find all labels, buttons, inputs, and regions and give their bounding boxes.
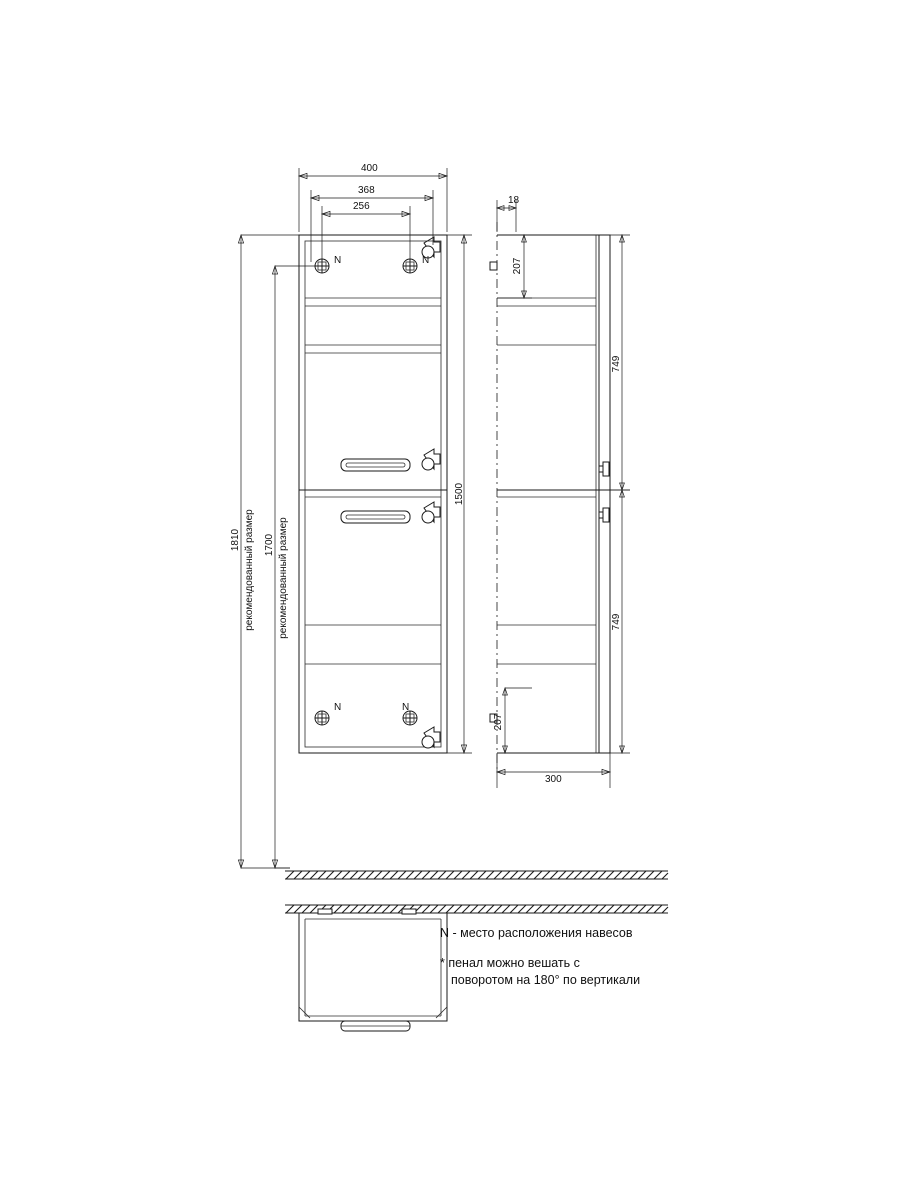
dim-label-256: 256	[353, 201, 370, 212]
note-rotation-line1: * пенал можно вешать с	[440, 956, 580, 970]
front-view-cabinet	[299, 235, 447, 753]
side-view-cabinet	[490, 222, 610, 772]
floor-hatch-upper	[285, 871, 668, 879]
dim-18	[497, 195, 520, 232]
dim-label-368: 368	[358, 185, 375, 196]
mount-point-top-right	[403, 259, 417, 273]
mount-letter-top-left: N	[334, 255, 342, 266]
dim-label-1500: 1500	[454, 482, 465, 506]
note-mount-legend: N - место расположения навесов	[440, 926, 633, 940]
dim-label-207-bottom: 207	[493, 713, 504, 731]
dim-label-749-upper: 749	[611, 355, 622, 373]
notes-block	[440, 925, 870, 989]
top-view-cabinet	[299, 909, 447, 1031]
dim-label-400: 400	[361, 163, 378, 174]
mount-letter-top-right: N	[422, 255, 430, 266]
dim-207-top	[497, 235, 532, 298]
mount-point-bottom-left	[315, 711, 329, 725]
dim-label-recommended-1: рекомендованный размер	[244, 509, 255, 631]
mount-letter-bottom-left: N	[334, 702, 342, 713]
dim-1500	[447, 235, 472, 753]
dim-749-upper	[610, 235, 630, 490]
wall-hatch-lower	[285, 905, 668, 913]
dim-300	[497, 753, 610, 788]
handle-upper	[341, 459, 410, 471]
dim-label-207-top: 207	[512, 257, 523, 275]
dim-label-300: 300	[545, 774, 562, 785]
dim-749-lower	[610, 490, 630, 753]
dim-label-1810: 1810	[230, 528, 241, 552]
dim-label-recommended-2: рекомендованный размер	[278, 517, 289, 639]
dim-label-1700: 1700	[264, 533, 275, 557]
dim-label-18: 18	[508, 195, 520, 206]
dim-207-bottom	[493, 688, 532, 753]
mount-letter-bottom-right: N	[402, 702, 410, 713]
mount-point-bottom-right	[403, 711, 417, 725]
dim-label-749-lower: 749	[611, 613, 622, 631]
note-rotation-line2: поворотом на 180° по вертикали	[451, 973, 641, 987]
mount-point-top-left	[315, 259, 329, 273]
handle-lower	[341, 511, 410, 523]
